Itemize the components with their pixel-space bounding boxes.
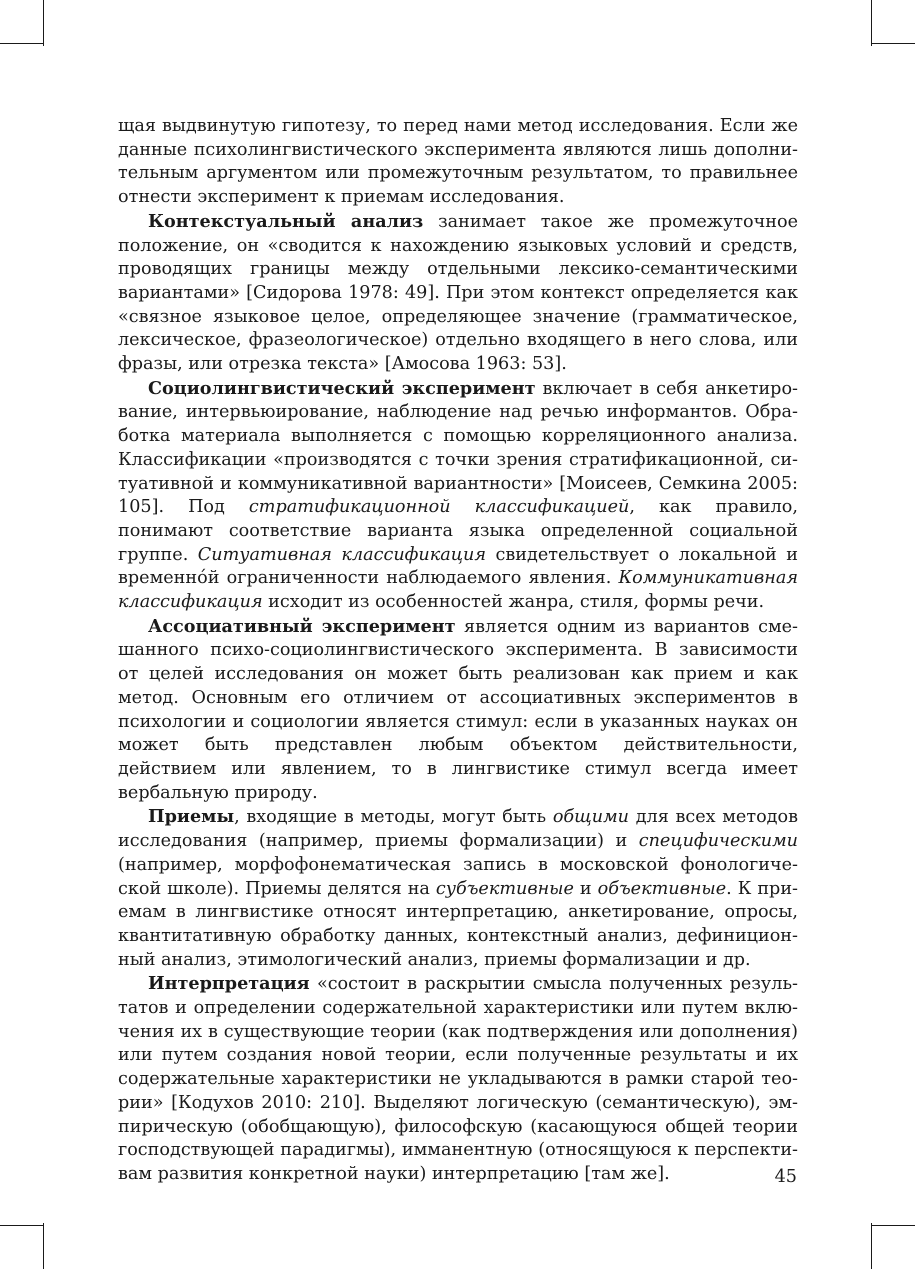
crop-mark-top-left-horizontal [0, 43, 44, 44]
crop-mark-bottom-left-horizontal [0, 1225, 44, 1226]
text-run: исходит из особенностей жанра, стиля, формы речи. [262, 592, 765, 613]
paragraph-interpretation [118, 972, 798, 1186]
paragraph-techniques [118, 805, 798, 972]
text-run: и [573, 878, 598, 899]
bold-term: Социолингвистический эксперимент [148, 377, 536, 399]
italic-term: объективные [597, 878, 727, 899]
crop-mark-bottom-right-vertical [871, 1223, 872, 1269]
italic-term: Ситуативная классификация [197, 544, 487, 565]
text-run: для всех методов исследования (например, приемы формализации) и [118, 807, 798, 852]
bold-term: Приемы [148, 806, 235, 828]
text-run: щая выдвинутую гипотезу, то перед нами метод исследования. Если же данные психолингвистического эксперимента являются лишь дополнительным аргументом или промежуточным результатом, то правильнее отнести эксперимент к приемам исследования. [118, 116, 798, 208]
italic-term: специфическими [638, 831, 798, 852]
paragraph-continuation [118, 115, 798, 210]
text-run: . К приемам в лингвистике относят интерпретацию, анкетирование, опросы, квантитативную обработку данных, контекстный анализ, дефиниционный анализ, этимологический анализ, приемы формализации и др. [118, 878, 798, 970]
text-run: , входящие в методы, могут быть [234, 807, 553, 828]
text-run: , как правило, понимают соответствие варианта языка определенной социальной группе. [118, 497, 798, 565]
crop-mark-bottom-left-vertical [43, 1223, 44, 1269]
body-text [118, 115, 798, 1187]
bold-term: Ассоциативный эксперимент [148, 615, 456, 637]
text-run: включает в себя анкетирование, интервьюирование, наблюдение над речью информантов. Обработка материала выполняется с помощью корреляционного анализа. Классификации «производятся с точки зрения стратификационной, ситуативной и коммуникативной вариантности» [Моисеев, Семкина 2005: 105]. Под [118, 378, 798, 518]
paragraph-sociolinguistic-experiment [118, 377, 798, 615]
paragraph-contextual-analysis [118, 210, 798, 377]
crop-mark-top-right-vertical [871, 0, 872, 46]
italic-term: общими [552, 807, 630, 828]
text-run: является одним из вариантов смешанного психо-социолингвистического эксперимента. В зависимости от целей исследования он может быть реализован как прием и как метод. Основным его отличием от ассоциативных экспериментов в психологии и социологии является стимул: если в указанных науках он может быть представлен любым объектом действительности, действием или явлением, то в лингвистике стимул всегда имеет вербальную природу. [118, 616, 798, 803]
text-run: свидетельствует о локальной и временнóй ограниченности наблюдаемого явления. [118, 544, 798, 589]
paragraph-associative-experiment [118, 615, 798, 806]
italic-term: субъективные [435, 878, 574, 899]
text-run: занимает такое же промежуточное положение, он «сводится к нахождению языковых условий и средств, проводящих границы между отдельными лексико-семантическими вариантами» [Сидорова 1978: 49]. При этом контекст определяется как «связное языковое целое, определяющее значение (грамматическое, лексическое, фразеологическое) отдельно входящего в него слова, или фразы, или отрезка текста» [Амосова 1963: 53]. [118, 211, 798, 375]
crop-mark-bottom-right-horizontal [871, 1225, 915, 1226]
text-run: (например, морфофонематическая запись в московской фонологической школе). Приемы делятся на [118, 854, 798, 899]
crop-mark-top-left-vertical [43, 0, 44, 46]
italic-term: стратификационной классификацией [248, 497, 630, 518]
crop-mark-top-right-horizontal [871, 43, 915, 44]
bold-term: Контекстуальный анализ [148, 210, 424, 232]
text-run: «состоит в раскрытии смысла полученных результатов и определении содержательной характеристики или путем включения их в существующие теории (как подтверждения или дополнения) или путем создания новой теории, если полученные результаты и их содержательные характеристики не укладываются в рамки старой теории» [Кодухов 2010: 210]. Выделяют логическую (семантическую), эмпирическую (обобщающую), философскую (касающуюся общей теории господствующей парадигмы), имманентную (относящуюся к перспективам развития конкретной науки) интерпретацию [там же]. [118, 974, 798, 1184]
italic-term: Коммуникативная классификация [118, 568, 798, 613]
page-number: 45 [774, 1167, 797, 1187]
bold-term: Интерпретация [148, 973, 310, 995]
